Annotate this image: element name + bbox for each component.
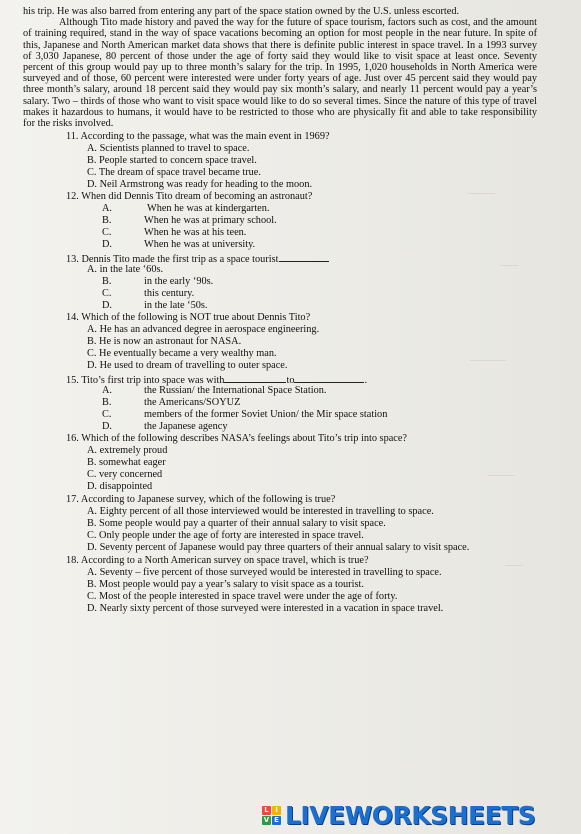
liveworksheets-logo — [262, 800, 535, 830]
question-13-blank[interactable] — [279, 252, 329, 262]
question-15-blank-2[interactable] — [294, 373, 364, 383]
question-12-option-b[interactable]: When he was at primary school. — [144, 215, 277, 226]
question-14-option-c[interactable]: C. He eventually became a very wealthy man. — [87, 348, 277, 359]
question-14-option-a[interactable]: A. He has an advanced degree in aerospace engineering. — [87, 324, 320, 335]
question-17-option-c[interactable]: C. Only people under the age of forty are interested in space travel. — [87, 530, 364, 541]
question-17-option-b[interactable]: B. Some people would pay a quarter of their annual salary to visit space. — [87, 518, 386, 529]
question-13-option-d[interactable]: in the late ‘50s. — [144, 300, 208, 311]
question-11-option-d[interactable]: D. Neil Armstrong was ready for heading to the moon. — [87, 179, 313, 190]
question-13-letter-b: B. — [102, 276, 112, 287]
question-11-option-b[interactable]: B. People started to concern space travel. — [87, 155, 257, 166]
question-13-option-a[interactable]: A. in the late ‘60s. — [87, 264, 164, 275]
question-13-option-b[interactable]: in the early ‘90s. — [144, 276, 214, 287]
question-13-letter-c: C. — [102, 288, 112, 299]
question-12-option-a[interactable]: When he was at kindergarten. — [147, 203, 270, 214]
question-13-stem-text: 13. Dennis Tito made the first trip as a space tourist — [66, 254, 279, 265]
liveworksheets-logo-icon: L I V E — [262, 806, 281, 825]
question-13-letter-d: D. — [102, 300, 113, 311]
question-12-letter-a: A. — [102, 203, 113, 214]
question-16-option-a[interactable]: A. extremely proud — [87, 445, 168, 456]
question-11-option-a[interactable]: A. Scientists planned to travel to space. — [87, 143, 250, 154]
question-17-option-d[interactable]: D. Seventy percent of Japanese would pay three quarters of their annual salary to visit space. — [87, 542, 470, 553]
question-18-option-a[interactable]: A. Seventy – five percent of those surveyed would be interested in travelling to space. — [87, 567, 442, 578]
question-16-stem: 16. Which of the following describes NASA’s feelings about Tito’s trip into space? — [66, 433, 407, 444]
question-15-stem-to: to — [286, 375, 295, 386]
question-15-option-a[interactable]: the Russian/ the International Space Station. — [144, 385, 327, 396]
question-12-option-d[interactable]: When he was at university. — [144, 239, 256, 250]
question-15-option-c[interactable]: members of the former Soviet Union/ the Mir space station — [144, 409, 388, 420]
question-14-option-b[interactable]: B. He is now an astronaut for NASA. — [87, 336, 242, 347]
question-18-option-b[interactable]: B. Most people would pay a year’s salary to visit space as a tourist. — [87, 579, 364, 590]
question-14-stem: 14. Which of the following is NOT true about Dennis Tito? — [66, 312, 311, 323]
question-12-letter-d: D. — [102, 239, 113, 250]
question-13-option-c[interactable]: this century. — [144, 288, 195, 299]
question-17-option-a[interactable]: A. Eighty percent of all those interviewed would be interested in travelling to space. — [87, 506, 434, 517]
question-14-option-d[interactable]: D. He used to dream of travelling to outer space. — [87, 360, 288, 371]
question-11-stem: 11. According to the passage, what was the main event in 1969? — [66, 131, 330, 142]
question-18-option-d[interactable]: D. Nearly sixty percent of those surveyed were interested in a vacation in space travel. — [87, 603, 444, 614]
question-12-option-c[interactable]: When he was at his teen. — [144, 227, 247, 238]
question-15-letter-d: D. — [102, 421, 113, 432]
question-15-stem-text: 15. Tito’s first trip into space was with — [66, 375, 225, 386]
question-15-letter-b: B. — [102, 397, 112, 408]
question-15-option-d[interactable]: the Japanese agency — [144, 421, 228, 432]
question-16-option-b[interactable]: B. somewhat eager — [87, 457, 166, 468]
question-15-letter-c: C. — [102, 409, 112, 420]
question-12-letter-b: B. — [102, 215, 112, 226]
question-15-option-b[interactable]: the Americans/SOYUZ — [144, 397, 241, 408]
question-18-stem: 18. According to a North American survey on space travel, which is true? — [66, 555, 369, 566]
question-17-stem: 17. According to Japanese survey, which of the following is true? — [66, 494, 336, 505]
question-15-stem-end: . — [364, 375, 368, 386]
question-12-letter-c: C. — [102, 227, 112, 238]
worksheet-page: his trip. He was also barred from entering any part of the space station owned by the U.S. unless escorted. Although Tito made history and paved the way for the future of space tourism, factors such as cost, and the amount of training required, stand in the way of space vacations becoming an option for most people in the near future. In spite of this, Japanese and North American market data shows that there is definite public interest in space travel. In a 1993 survey of 3,030 Japanese, 80 percent of those under the age of forty said they would like to visit space at least once. Seventy percent of this group would pay up to three month’s salary for the trip. In 1995, 1,020 households in North America were surveyed and of those, 60 percent were interested were under forty years of age. Just over 45 percent said they would pay three month’s salary, around 18 percent said they would pay six month’s salary, and nearly 11 percent would pay a year’s salary. Two – thirds of those who want to visit space would like to do so several times. Since the nature of this type of travel makes it hazardous to humans, it would have to be restricted to those who are physically fit and able to take responsibility for the risks involved. ——— —— ———— ——— —— 11. According to the passage, what was the main event in 1969? A. Scientists planned to travel to space. B. People started to concern space travel. C. The dream of space travel became true. D. Neil Armstrong was ready for heading to the moon. 12. When did Dennis Tito dream of becoming an astronaut? A. When he was at kindergarten. B. When he was at primary school. C. When he was at his teen. D. When he was at university. 13. Dennis Tito made the first trip as a space tourist A. in the late ‘60s. B. in the early ‘90s. C. this century. D. in the late ‘50s. 14. Which of the following is NOT true about Dennis Tito? A. He has an advanced degree in aerospace engineering. B. He is now an astronaut for NASA. C. He eventually became a very wealthy man. D. He used to dream of travelling to outer space. 15. Tito’s first trip into space was with to . A. the Russian/ the International Space Station. B. the Americans/SOYUZ C. members of the former Soviet Union/ the Mir space station D. the Japanese agency 16. Which of the following describes NASA’s feelings about Tito’s trip into space? A. extremely proud B. somewhat eager C. very concerned D. disappointed 17. According to Japanese survey, which of the following is true? A. Eighty percent of all those interviewed would be interested in travelling to space. B. Some people would pay a quarter of their annual salary to visit space. C. Only people under the age of forty are interested in space travel. D. Seventy percent of Japanese would pay three quarters of their annual salary to visit space. 18. According to a North American survey on space travel, which is true? A. Seventy – five percent of those surveyed would be interested in travelling to space. B. Most people would pay a year’s salary to visit space as a tourist. C. Most of the people interested in space travel were under the age of forty. D. Nearly sixty percent of those surveyed were interested in a vacation in space travel. L I V E LIVEWORKSHEETS — [0, 0, 581, 834]
liveworksheets-logo-text: LIVEWORKSHEETS — [285, 800, 536, 830]
question-15-letter-a: A. — [102, 385, 113, 396]
question-16-option-c[interactable]: C. very concerned — [87, 469, 163, 480]
question-16-option-d[interactable]: D. disappointed — [87, 481, 153, 492]
question-18-option-c[interactable]: C. Most of the people interested in space travel were under the age of forty. — [87, 591, 398, 602]
question-15-blank-1[interactable] — [224, 373, 286, 383]
passage-line-1: his trip. He was also barred from entering any part of the space station owned by the U.S. unless escorted. — [23, 6, 460, 17]
question-11-option-c[interactable]: C. The dream of space travel became true. — [87, 167, 261, 178]
question-12-stem: 12. When did Dennis Tito dream of becoming an astronaut? — [66, 191, 313, 202]
reading-passage — [23, 6, 537, 129]
passage-paragraph-2: Although Tito made history and paved the way for the future of space tourism, factors such as cost, and the amount of training required, stand in the way of space vacations becoming an option for most people in the near future. In spite of this, Japanese and North American market data shows that there is definite public interest in space travel. In a 1993 survey of 3,030 Japanese, 80 percent of those under the age of forty said they would like to visit space at least once. Seventy percent of this group would pay up to three month’s salary for the trip. In 1995, 1,020 households in North America were surveyed and of those, 60 percent were interested were under forty years of age. Just over 45 percent said they would pay three month’s salary, around 18 percent said they would pay six month’s salary, and nearly 11 percent would pay a year’s salary. Two – thirds of those who want to visit space would like to do so several times. Since the nature of this type of travel makes it hazardous to humans, it would have to be restricted to those who are physically fit and able to take responsibility for the risks involved. — [23, 17, 537, 130]
